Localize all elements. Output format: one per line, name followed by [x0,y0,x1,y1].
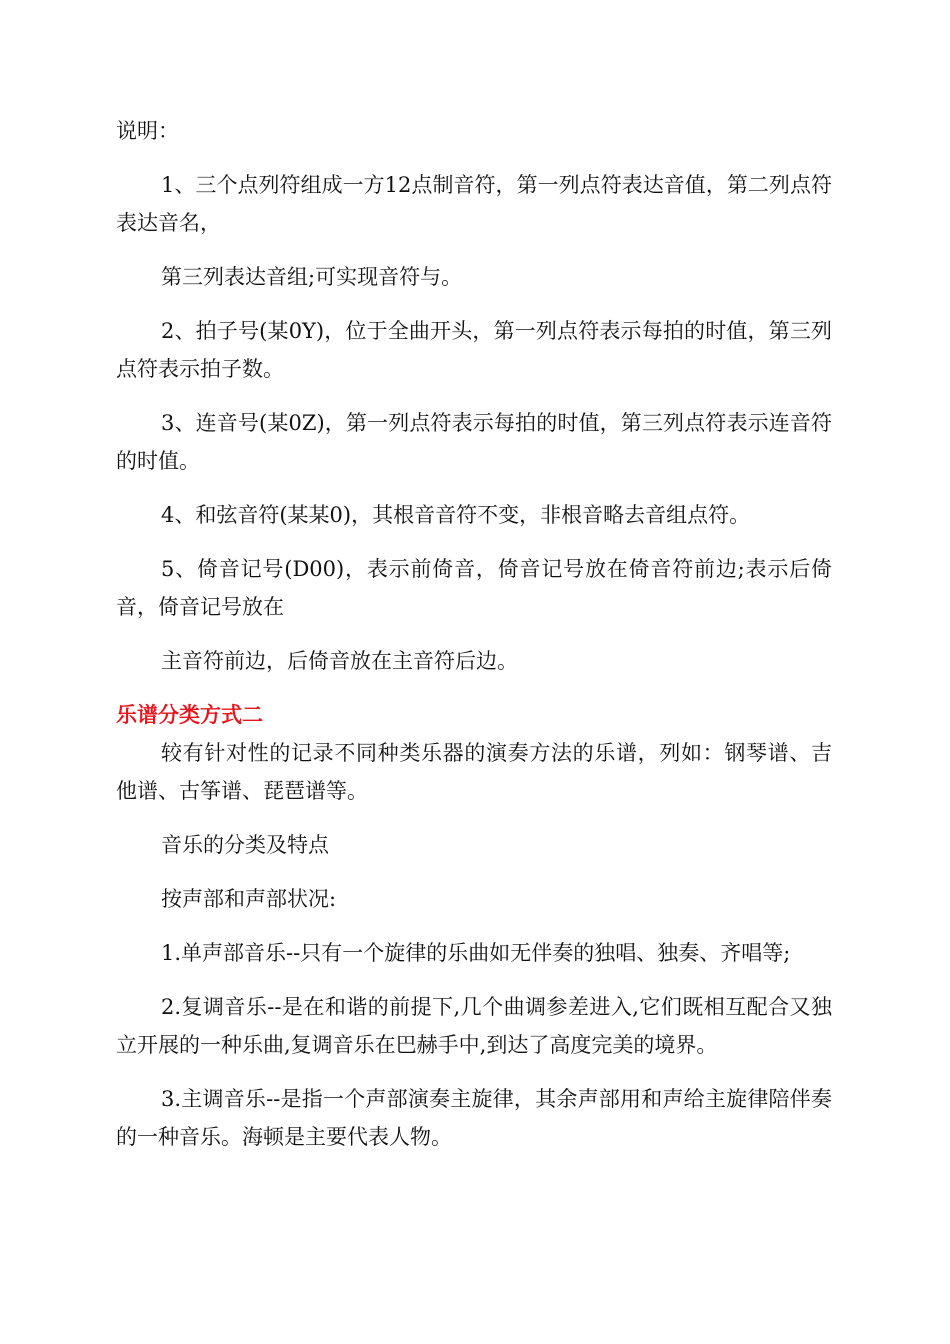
note-paragraph: 3、连音号(某0Z)，第一列点符表示每拍的时值，第三列点符表示连音符的时值。 [116,411,832,473]
section-paragraph: 1.单声部音乐--只有一个旋律的乐曲如无伴奏的独唱、独奏、齐唱等; [161,941,791,965]
note-paragraph: 4、和弦音符(某某0)，其根音音符不变，非根音略去音组点符。 [161,503,751,527]
section-heading: 乐谱分类方式二 [116,703,263,727]
section-paragraph: 2.复调音乐--是在和谐的前提下,几个曲调参差进入,它们既相互配合又独立开展的一种乐曲,复调音乐在巴赫手中,到达了高度完美的境界。 [116,995,832,1057]
section-paragraph: 3.主调音乐--是指一个声部演奏主旋律，其余声部用和声给主旋律陪伴奏的一种音乐。海顿是主要代表人物。 [116,1087,832,1149]
note-paragraph: 5、倚音记号(D00)，表示前倚音，倚音记号放在倚音符前边;表示后倚音，倚音记号放在 [116,557,832,619]
note-paragraph: 第三列表达音组;可实现音符与。 [161,265,463,289]
section-paragraph: 较有针对性的记录不同种类乐器的演奏方法的乐谱，列如：钢琴谱、吉他谱、古筝谱、琵琶谱等。 [116,741,832,803]
section-paragraph: 音乐的分类及特点 [161,833,329,857]
section-paragraph: 按声部和声部状况: [161,887,337,911]
note-paragraph: 主音符前边，后倚音放在主音符后边。 [161,649,518,673]
intro-label: 说明： [116,119,179,143]
note-paragraph: 2、拍子号(某0Y)，位于全曲开头，第一列点符表示每拍的时值，第三列点符表示拍子数。 [116,319,832,381]
note-paragraph: 1、三个点列符组成一方12点制音符，第一列点符表达音值，第二列点符表达音名， [116,173,832,235]
document-body [116,112,832,1172]
